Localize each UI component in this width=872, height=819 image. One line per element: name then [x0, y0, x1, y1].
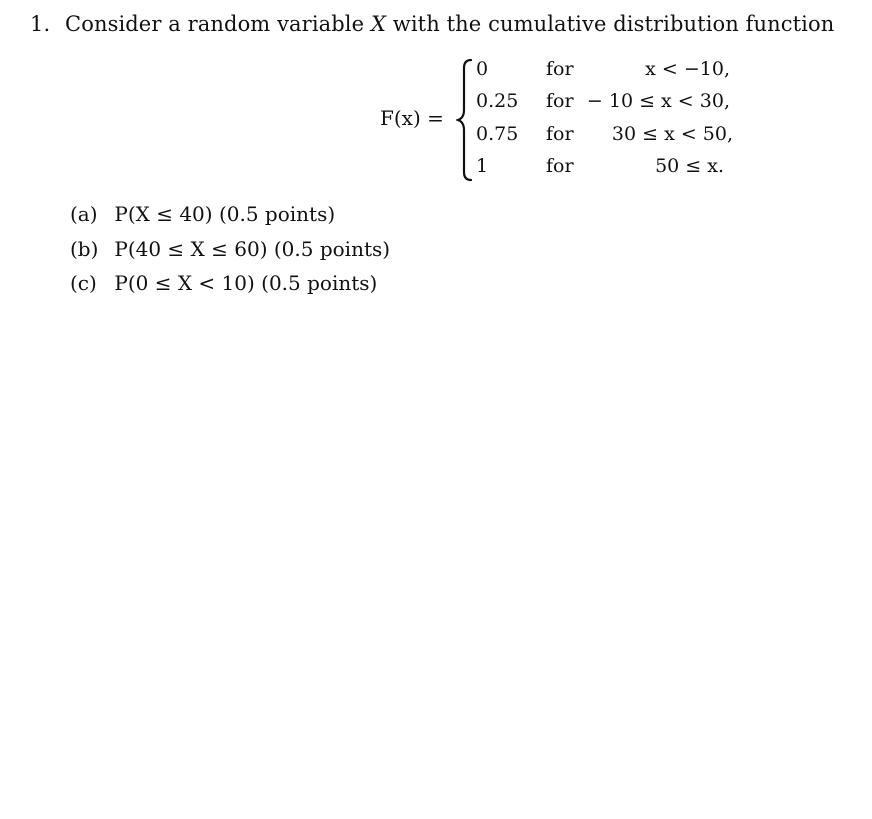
case-3-condition: 30 ≤ x < 50,	[611, 123, 733, 145]
case-1-for: for	[546, 58, 574, 80]
part-c	[70, 271, 390, 306]
case-1-value: 0	[476, 58, 489, 80]
left-brace	[456, 58, 474, 182]
statement-before: Consider a random variable	[65, 12, 365, 36]
part-b-label: (b)	[70, 236, 99, 261]
part-c-label: (c)	[70, 271, 97, 295]
cdf-formula	[0, 0, 872, 200]
problem-number: 1.	[30, 12, 51, 36]
case-3-for: for	[546, 123, 574, 145]
formula-lhs: F(x) =	[380, 106, 444, 130]
case-2-value: 0.25	[476, 90, 519, 112]
case-2-condition: − 10 ≤ x < 30,	[586, 90, 730, 112]
case-4-condition: 50 ≤ x.	[655, 155, 724, 177]
case-4-for: for	[546, 155, 574, 177]
question-parts	[70, 202, 390, 306]
part-c-points: (0.5 points)	[261, 271, 378, 295]
random-variable: X	[370, 12, 386, 36]
case-2-for: for	[546, 90, 574, 112]
statement-after: with the cumulative distribution function	[392, 12, 835, 36]
part-b-expression: P(40 ≤ X ≤ 60)	[114, 236, 268, 261]
case-4-value: 1	[476, 155, 489, 177]
part-a-points: (0.5 points)	[218, 202, 336, 226]
part-a-label: (a)	[70, 202, 98, 226]
part-b-points: (0.5 points)	[273, 236, 391, 261]
case-1-condition: x < −10,	[645, 58, 730, 80]
part-c-expression: P(0 ≤ X < 10)	[114, 271, 255, 295]
part-b	[70, 237, 390, 272]
part-a	[70, 202, 390, 237]
part-a-expression: P(X ≤ 40)	[114, 202, 213, 226]
case-3-value: 0.75	[476, 123, 519, 145]
